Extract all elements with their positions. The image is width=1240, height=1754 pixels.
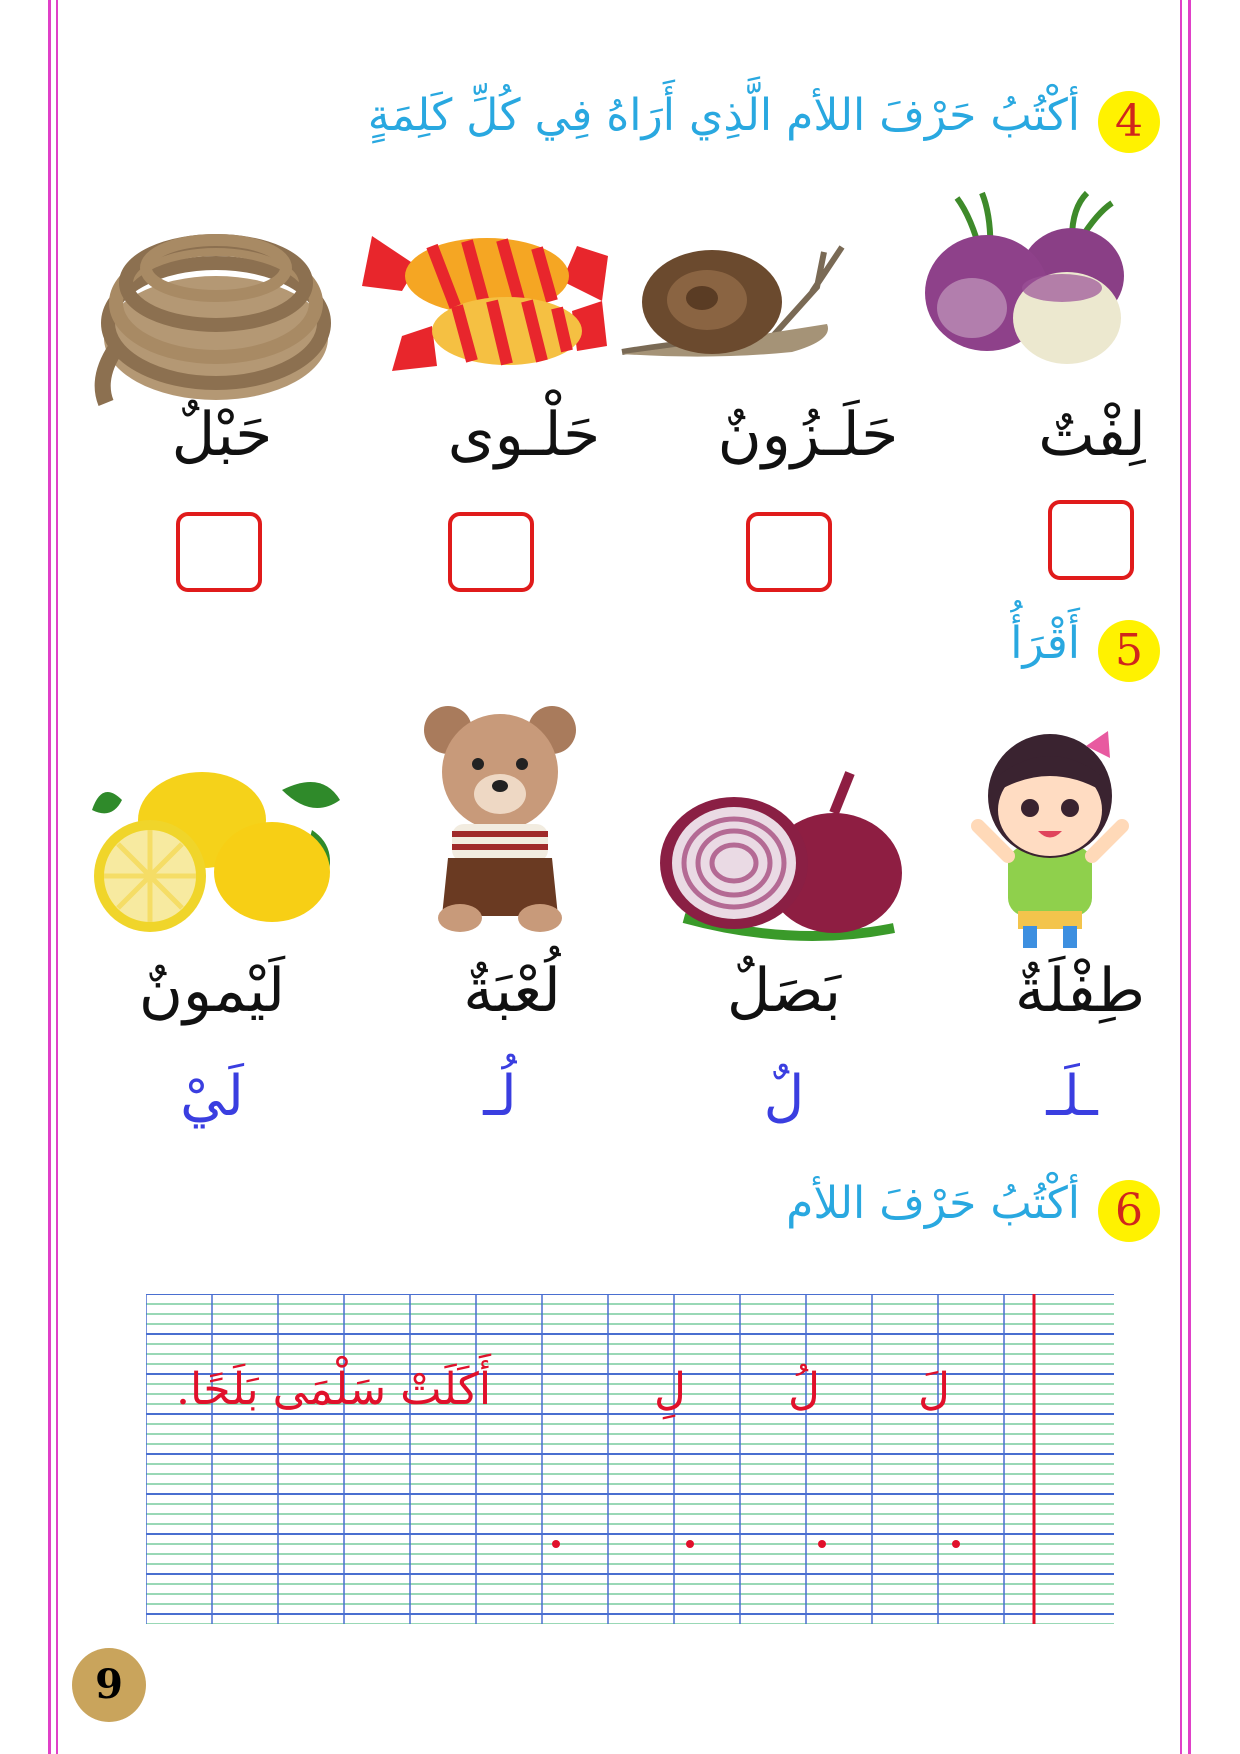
grid-start-dot: [552, 1540, 560, 1548]
page-border-left-inner: [56, 0, 58, 1754]
word-lemon: لَيْمونٌ: [138, 956, 286, 1026]
letter-form-lemon: لَيْ: [180, 1064, 244, 1129]
page-border-right-outer: [1188, 0, 1191, 1754]
answer-box-candy[interactable]: [448, 512, 534, 592]
answer-box-rope[interactable]: [176, 512, 262, 592]
turnip-image: [912, 188, 1142, 368]
letter-form-girl: ـلَـ: [1046, 1064, 1098, 1129]
page-border-right-inner: [1180, 0, 1182, 1754]
rope-image: [76, 228, 342, 406]
word-girl: طِفْلَةٌ: [1014, 956, 1146, 1026]
exercise-5-instruction: أَقْرَأُ: [1010, 618, 1080, 669]
exercise-5-number-badge: 5: [1098, 620, 1160, 682]
word-rope: حَبْلٌ: [171, 400, 273, 470]
exercise-4-instruction: أكْتُبُ حَرْفَ اللأم الَّذِي أَرَاهُ فِي كُلِّ كَلِمَةٍ: [367, 90, 1080, 141]
teddy-bear-image: [420, 702, 580, 934]
letter-form-onion: لٌ: [763, 1064, 805, 1129]
model-sentence: أَكَلَتْ سَلْمَى بَلَحًا.: [176, 1364, 492, 1415]
word-turnip: لِفْتٌ: [1038, 400, 1146, 470]
page-number-badge: 9: [72, 1648, 146, 1722]
exercise-4-number-badge: 4: [1098, 91, 1160, 153]
lemon-image: [92, 760, 348, 936]
word-onion: بَصَلٌ: [726, 956, 842, 1026]
page-border-left-outer: [48, 0, 51, 1754]
answer-box-turnip[interactable]: [1048, 500, 1134, 580]
word-snail: حَلَـزُونٌ: [717, 400, 899, 470]
grid-start-dot: [818, 1540, 826, 1548]
answer-box-snail[interactable]: [746, 512, 832, 592]
exercise-6-instruction: أكْتُبُ حَرْفَ اللأم: [786, 1178, 1080, 1229]
model-letter-damma: لُ: [788, 1364, 820, 1415]
handwriting-grid[interactable]: [146, 1294, 1114, 1624]
model-letter-kasra: لِ: [654, 1364, 686, 1415]
candy-image: [362, 226, 608, 372]
onion-image: [654, 758, 908, 948]
word-toy: لُعْبَةٌ: [463, 956, 561, 1026]
letter-form-toy: لُـ: [483, 1064, 517, 1129]
model-letter-fatha: لَ: [918, 1364, 950, 1415]
exercise-6-number-badge: 6: [1098, 1180, 1160, 1242]
word-candy: حَلْـوى: [447, 400, 601, 470]
grid-start-dot: [686, 1540, 694, 1548]
snail-image: [612, 232, 872, 362]
grid-start-dot: [952, 1540, 960, 1548]
girl-image: [968, 716, 1132, 952]
